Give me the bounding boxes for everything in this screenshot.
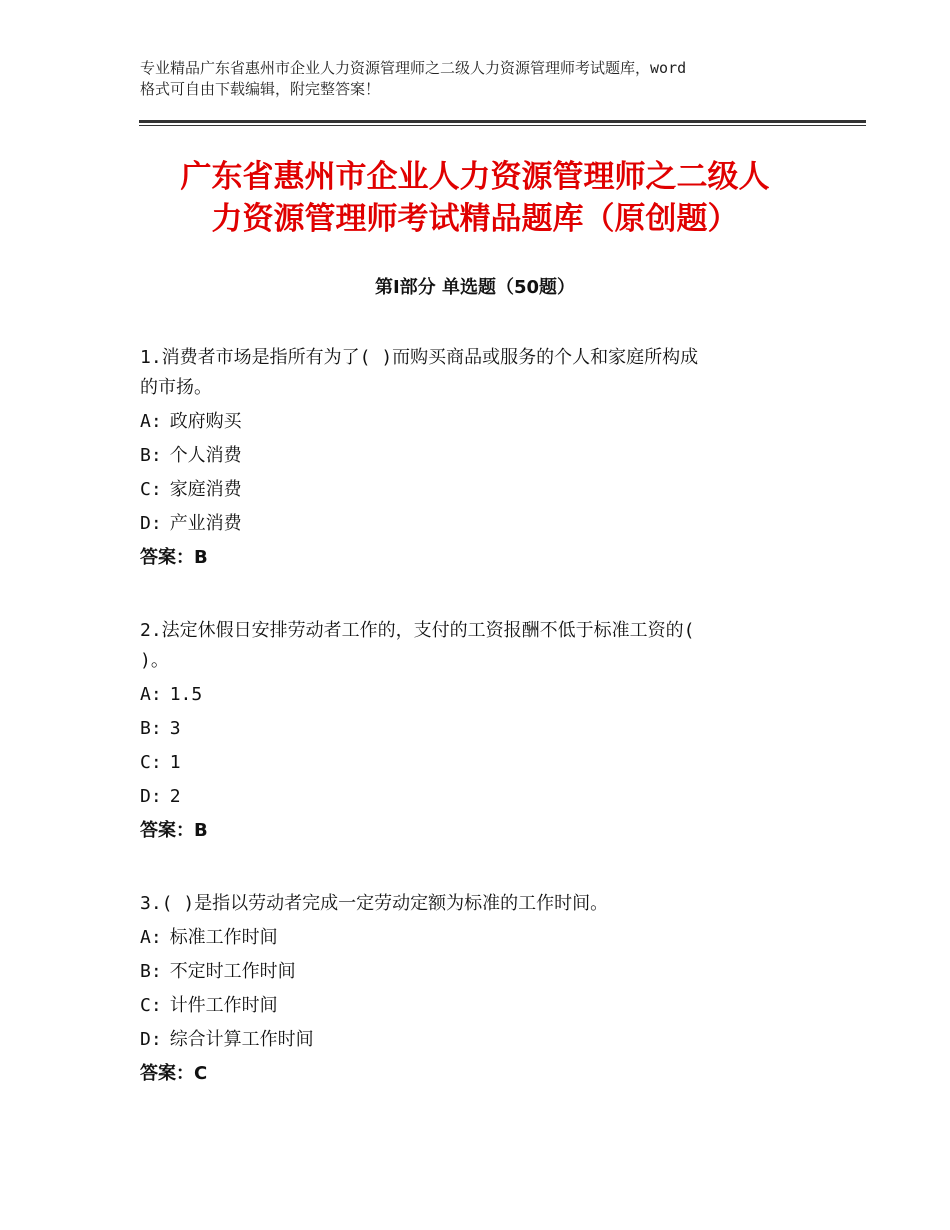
- option-text: 1.5: [169, 684, 203, 705]
- option-a: [140, 407, 820, 437]
- option-key: C:: [140, 752, 162, 773]
- option-text: 个人消费: [169, 445, 242, 466]
- option-d: [140, 782, 820, 812]
- document-title-line-2: 力资源管理师考试精品题库（原创题）: [211, 201, 739, 237]
- option-a: [140, 680, 820, 710]
- option-b: [140, 714, 820, 744]
- question-stem-line-2: )。: [140, 650, 169, 671]
- option-text: 政府购买: [169, 411, 242, 432]
- option-text: 2: [169, 786, 181, 807]
- question-stem: [140, 343, 820, 403]
- option-text: 标准工作时间: [169, 927, 278, 948]
- question-stem-line-2: 的市扬。: [140, 377, 212, 398]
- document-title: [130, 156, 820, 240]
- question-1: [140, 343, 820, 573]
- header-divider-thin: [139, 125, 866, 126]
- question-stem-line-1: 2.法定休假日安排劳动者工作的，支付的工资报酬不低于标准工资的(: [140, 620, 695, 641]
- header-divider: [139, 120, 866, 127]
- option-key: C:: [140, 479, 162, 500]
- option-key: B:: [140, 718, 162, 739]
- header-divider-thick: [139, 120, 866, 123]
- option-key: D:: [140, 513, 162, 534]
- question-stem: [140, 889, 820, 919]
- option-text: 产业消费: [169, 513, 242, 534]
- option-key: C:: [140, 995, 162, 1016]
- option-text: 3: [169, 718, 181, 739]
- option-text: 不定时工作时间: [169, 961, 296, 982]
- header-note-line-1: 专业精品广东省惠州市企业人力资源管理师之二级人力资源管理师考试题库，word: [140, 59, 687, 77]
- option-a: [140, 923, 820, 953]
- answer: 答案：B: [140, 547, 208, 568]
- option-key: A:: [140, 411, 162, 432]
- header-note-line-2: 格式可自由下载编辑，附完整答案！: [140, 80, 381, 98]
- option-b: [140, 441, 820, 471]
- question-2: [140, 616, 820, 846]
- question-stem-line-1: 3.( )是指以劳动者完成一定劳动定额为标准的工作时间。: [140, 893, 609, 914]
- option-c: [140, 475, 820, 505]
- option-key: B:: [140, 445, 162, 466]
- option-text: 1: [169, 752, 181, 773]
- option-key: A:: [140, 684, 162, 705]
- option-b: [140, 957, 820, 987]
- option-d: [140, 509, 820, 539]
- option-text: 计件工作时间: [169, 995, 278, 1016]
- option-text: 家庭消费: [169, 479, 242, 500]
- option-d: [140, 1025, 820, 1055]
- answer: 答案：B: [140, 820, 208, 841]
- option-text: 综合计算工作时间: [169, 1029, 314, 1050]
- question-stem: [140, 616, 820, 676]
- option-c: [140, 991, 820, 1021]
- option-key: D:: [140, 1029, 162, 1050]
- option-key: A:: [140, 927, 162, 948]
- option-key: D:: [140, 786, 162, 807]
- question-3: [140, 889, 820, 1089]
- option-key: B:: [140, 961, 162, 982]
- option-c: [140, 748, 820, 778]
- answer: 答案：C: [140, 1063, 208, 1084]
- header-note: [140, 58, 820, 100]
- question-stem-line-1: 1.消费者市场是指所有为了( )而购买商品或服务的个人和家庭所构成: [140, 347, 699, 368]
- section-heading: 第Ⅰ部分 单选题（50题）: [374, 277, 575, 298]
- document-title-line-1: 广东省惠州市企业人力资源管理师之二级人: [180, 159, 770, 195]
